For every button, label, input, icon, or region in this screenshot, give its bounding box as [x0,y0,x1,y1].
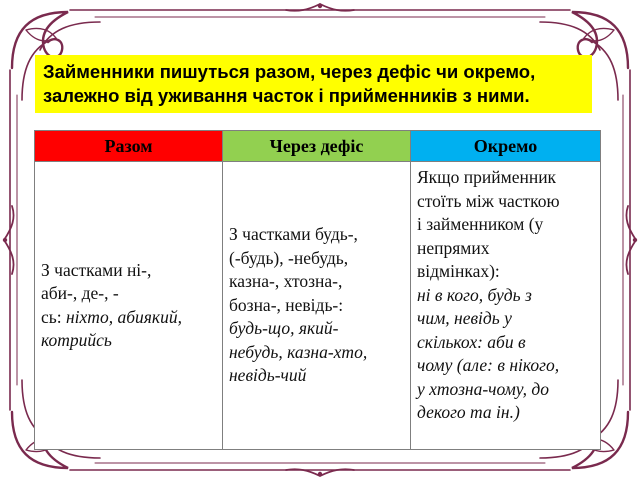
separate-line-3: і займенником (у [417,214,544,234]
hyphen-line-1: З частками будь-, [229,224,358,245]
hyphen-line-4: бозна-, невідь-: [229,294,344,315]
separate-line-11: декого та ін.) [417,402,520,422]
header-hyphen: Через дефіс [223,131,411,162]
together-line-4: котрийсь [41,330,112,350]
hyphen-line-6: небудь, казна-хто, [229,341,368,362]
together-line-3 [41,306,216,330]
separate-line-2: стоїть між часткою [417,190,560,211]
cell-together [35,162,223,450]
together-line-3-italic: ніхто, абиякий, [66,306,182,327]
hyphen-line-3: казна-, хтозна-, [229,271,343,292]
table-header-row [35,131,601,162]
cell-separate [411,162,601,450]
separate-line-9: чому (але: в нікого, [417,355,560,375]
header-together: Разом [35,131,223,162]
rules-table [34,130,601,450]
together-line-1: З частками ні-, [41,259,152,280]
separate-line-10: у хтозна-чому, до [417,378,550,399]
headline-box [35,55,592,113]
separate-line-6: ні в кого, будь з [417,284,532,305]
separate-line-5: відмінках): [417,261,500,281]
hyphen-line-7: невідь-чий [229,365,307,386]
separate-line-1: Якщо прийменник [417,167,557,187]
hyphen-line-5: будь-що, який- [229,318,339,339]
together-line-3-plain: сь: [41,306,66,327]
separate-line-4: непрямих [417,237,490,258]
table-row [35,162,601,450]
separate-line-7: чим, невідь у [417,308,512,328]
header-separate: Окремо [411,131,601,162]
cell-hyphen [223,162,411,450]
together-line-2: аби-, де-, - [41,283,119,303]
headline-line-1: Займенники пишуться разом, через дефіс чи окремо, [43,61,536,82]
headline-line-2: залежно від уживання часток і прийменників з ними. [43,85,530,106]
hyphen-line-2: (-будь), -небудь, [229,247,349,268]
separate-line-8: скількох: аби в [417,331,526,352]
